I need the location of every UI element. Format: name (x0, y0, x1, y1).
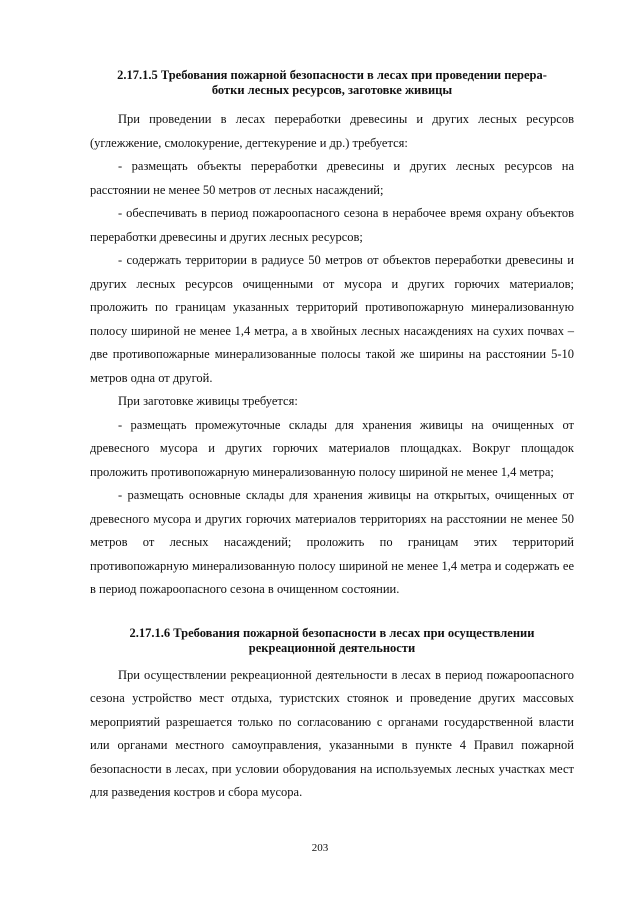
section-heading-2-17-1-6 (90, 626, 574, 656)
paragraph: - обеспечивать в период пожароопасного сезона в нерабочее время охрану объектов переработки древесины и других лесных ресурсов; (90, 206, 574, 244)
page-content (90, 68, 574, 805)
paragraph: При проведении в лесах переработки древесины и других лесных ресурсов (углежжение, смолокурение, дегтекурение и др.) требуется: (90, 112, 574, 150)
paragraph: При заготовке живицы требуется: (118, 394, 298, 408)
section-heading-line: ботки лесных ресурсов, заготовке живицы (211, 83, 453, 97)
paragraph: - содержать территории в радиусе 50 метров от объектов переработки древесины и других лесных ресурсов очищенными от мусора и других горючих материалов; проложить по границам указанных территорий противопожарную минерализованную полосу шириной не менее 1,4 метра, а в хвойных лесных насаждениях на сухих почвах – две противопожарные минерализованные полосы такой же ширины на расстоянии 5-10 метров одна от другой. (90, 253, 574, 385)
section-heading-2-17-1-5 (90, 68, 574, 98)
paragraph: - размещать основные склады для хранения живицы на открытых, очищенных от древесного мусора и других горючих материалов территориях на расстоянии не менее 50 метров от лесных насаждений; проложить по границам этих территорий противопожарную минерализованную полосу шириной не менее 1,4 метра и содержать ее в период пожароопасного сезона в очищенном состоянии. (90, 488, 574, 596)
section-heading-line: 2.17.1.5 Требования пожарной безопасности в лесах при проведении перера- (117, 68, 547, 82)
section-heading-line: 2.17.1.6 Требования пожарной безопасности в лесах при осуществлении (129, 625, 535, 640)
paragraph: - размещать промежуточные склады для хранения живицы на очищенных от древесного мусора и других горючих материалов площадках. Вокруг площадок проложить противопожарную минерализованную полосу шириной не менее 1,4 метра; (90, 417, 574, 479)
paragraph: - размещать объекты переработки древесины и других лесных ресурсов на расстоянии не менее 50 метров от лесных насаждений; (90, 159, 574, 197)
paragraph: При осуществлении рекреационной деятельности в лесах в период пожароопасного сезона устройство мест отдыха, туристских стоянок и проведение других массовых мероприятий разрешается только по согласованию с органами государственной власти или органами местного самоуправления, указанными в пункте 4 Правил пожарной безопасности в лесах, при условии оборудования на используемых лесных участках мест для разведения костров и сбора мусора. (90, 667, 574, 799)
page-number: 203 (311, 842, 329, 854)
section-heading-line: рекреационной деятельности (248, 640, 416, 655)
